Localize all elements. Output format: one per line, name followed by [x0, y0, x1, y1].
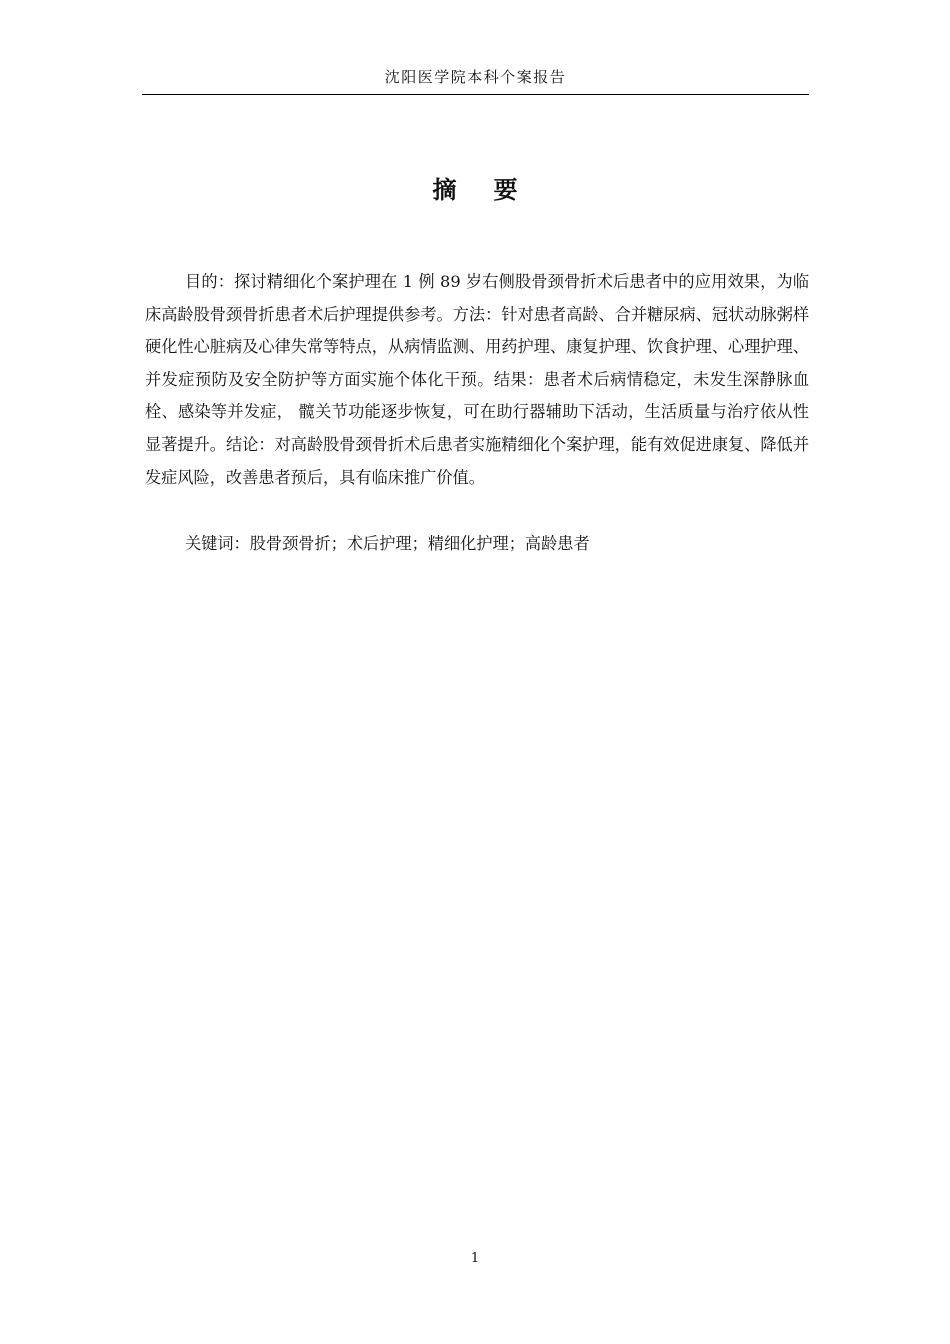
abstract-title-char-1: 摘	[432, 176, 458, 204]
method-label: 方法：	[452, 304, 502, 324]
page-header-title: 沈阳医学院本科个案报告	[384, 68, 567, 86]
purpose-label: 目的：	[185, 272, 235, 291]
page-number: 1	[470, 1251, 480, 1266]
keywords-label: 关键词：	[185, 534, 250, 553]
conclusion-text: 对高龄股骨颈骨折术后患者实施精细化个案护理，能有效促进康复、降低并发症风险，改善患者预后，具有临床推广价值。	[145, 434, 810, 487]
purpose-text: 探讨精细化个案护理在 1 例 89 岁右侧股骨颈骨折术后患者中的应用效果，为临床高龄股骨颈骨折患者术后护理提供参考。	[145, 272, 810, 324]
keywords-text: 股骨颈骨折；术后护理；精细化护理；高龄患者	[249, 534, 590, 553]
result-label: 结果：	[493, 369, 544, 389]
method-text: 针对患者高龄、合并糖尿病、冠状动脉粥样硬化性心脏病及心律失常等特点，从病情监测、用药护理、康复护理、饮食护理、心理护理、并发症预防及安全防护等方面实施个体化干预。	[145, 304, 810, 389]
abstract-title-char-2: 要	[493, 176, 519, 204]
abstract-title	[142, 172, 809, 208]
result-text: 患者术后病情稳定，未发生深静脉血栓、感染等并发症， 髋关节功能逐步恢复，可在助行器辅助下活动，生活质量与治疗依从性显著提升。	[145, 369, 810, 454]
conclusion-label: 结论：	[225, 434, 275, 454]
keywords-line	[185, 528, 809, 561]
abstract-body	[145, 266, 809, 494]
header-divider	[142, 94, 809, 95]
